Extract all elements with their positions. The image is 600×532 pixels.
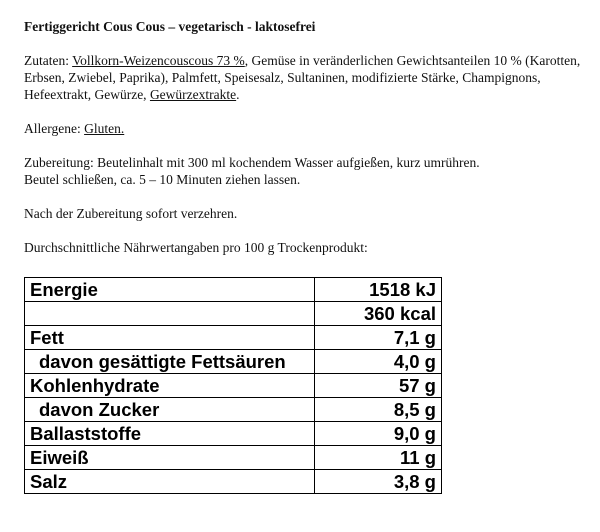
consume-note: Nach der Zubereitung sofort verzehren. [24,206,238,221]
preparation-line-2: Beutel schließen, ca. 5 – 10 Minuten ziehen lassen. [24,172,301,187]
nutrition-value: 7,1 g [315,326,442,350]
nutrition-value: 1518 kJ [315,278,442,302]
nutrition-row-sugar [25,398,442,422]
preparation-line-1: Zubereitung: Beutelinhalt mit 300 ml kochendem Wasser aufgießen, kurz umrühren. [24,155,480,170]
ingredients-list: , Gemüse in veränderlichen Gewichtsanteilen 10 % (Karotten, Erbsen, Zwiebel, Paprika), Palmfett, Speisesalz, Sultaninen, modifizierte Stärke, Champignons, Hefeextrakt, Gewürze, [24,53,581,102]
nutrition-table [24,277,442,494]
nutrition-value: 4,0 g [315,350,442,374]
allergens-prefix: Allergene: [24,121,85,136]
nutrition-intro: Durchschnittliche Nährwertangaben pro 100 g Trockenprodukt: [24,240,368,255]
nutrition-row-fat [25,326,442,350]
allergens-paragraph [24,120,584,137]
product-title: Fertiggericht Cous Cous – vegetarisch - laktosefrei [24,19,316,34]
nutrition-label: Salz [25,470,315,494]
nutrition-value: 3,8 g [315,470,442,494]
nutrition-value: 57 g [315,374,442,398]
nutrition-label: Ballaststoffe [25,422,315,446]
ingredients-suffix: . [236,87,240,102]
nutrition-value: 360 kcal [315,302,442,326]
nutrition-row-energy-kcal [25,302,442,326]
nutrition-row-carbohydrates [25,374,442,398]
nutrition-label: Energie [25,278,315,302]
ingredients-paragraph [24,52,584,103]
nutrition-row-protein [25,446,442,470]
ingredient-couscous: Vollkorn-Weizencouscous 73 % [72,53,245,68]
nutrition-row-energy-kj [25,278,442,302]
nutrition-value: 11 g [315,446,442,470]
nutrition-row-fiber [25,422,442,446]
nutrition-label: davon gesättigte Fettsäuren [25,350,315,374]
nutrition-label: Kohlenhydrate [25,374,315,398]
nutrition-value: 9,0 g [315,422,442,446]
nutrition-label [25,302,315,326]
allergen-gluten: Gluten. [84,121,125,136]
nutrition-row-salt [25,470,442,494]
nutrition-label: Eiweiß [25,446,315,470]
ingredient-spice-extracts: Gewürzextrakte [149,87,237,102]
ingredients-prefix: Zutaten: [24,53,73,68]
nutrition-label: Fett [25,326,315,350]
preparation-paragraph [24,154,584,188]
nutrition-value: 8,5 g [315,398,442,422]
nutrition-label: davon Zucker [25,398,315,422]
label-document [24,18,584,273]
nutrition-row-saturated-fat [25,350,442,374]
